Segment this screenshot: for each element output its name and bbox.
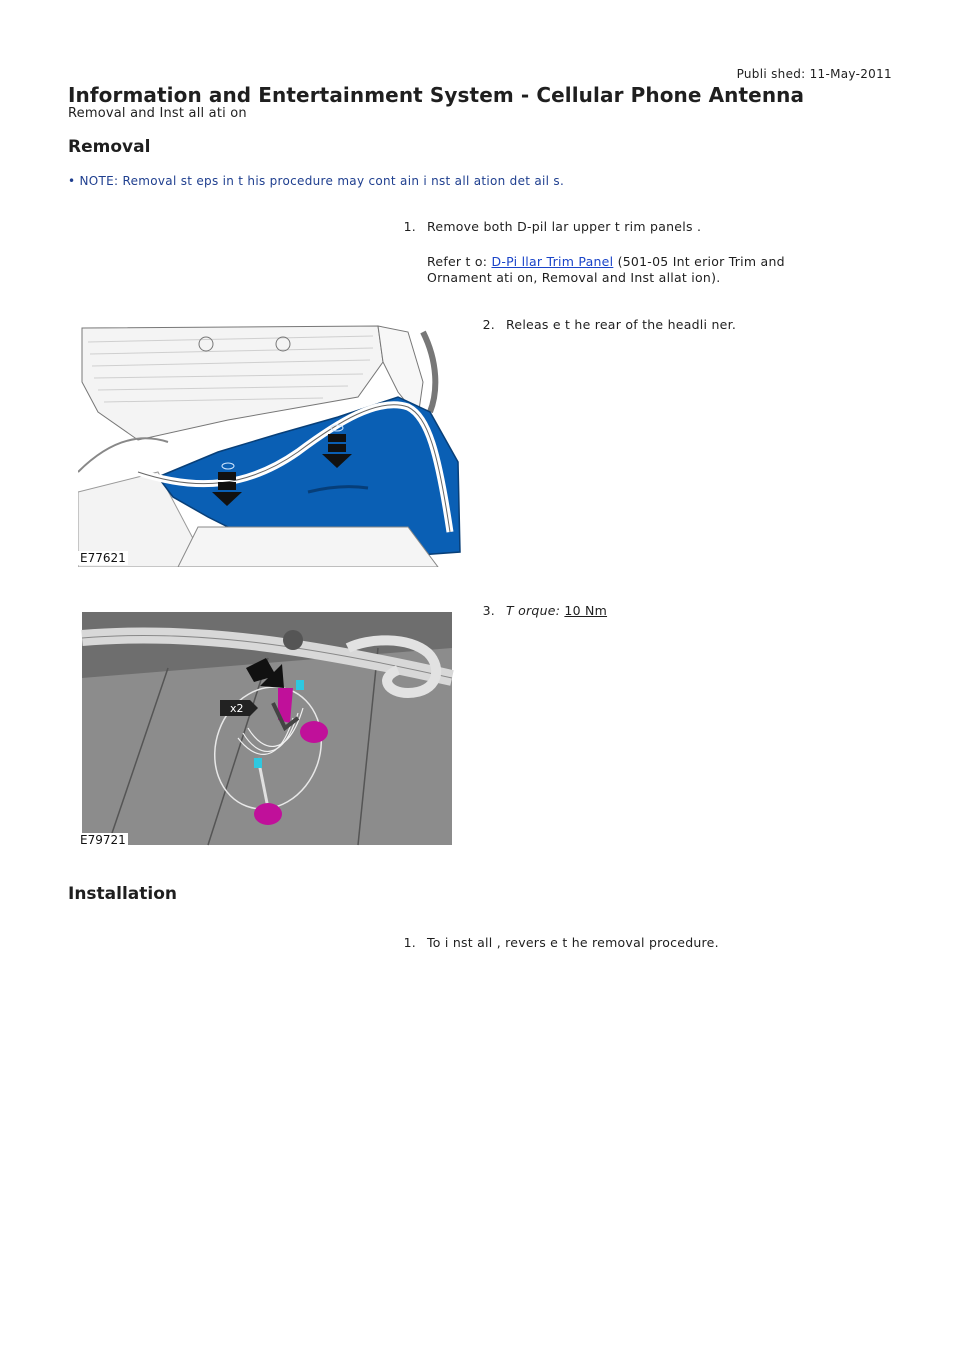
page-title: Information and Entertainment System - Cellular Phone Antenna	[68, 83, 805, 107]
step-reference	[427, 254, 785, 270]
reference-line-2: Ornament ati on, Removal and Inst allat ion).	[427, 270, 721, 285]
torque-value: 10 Nm	[564, 603, 608, 618]
step-number: 2.	[482, 317, 495, 332]
removal-note: • NOTE: Removal st eps in t his procedure may cont ain i nst all ation det ail s.	[68, 174, 565, 188]
antenna-clips-figure	[78, 608, 462, 849]
step-number: 1.	[403, 935, 416, 950]
step-text: Releas e t he rear of the headli ner.	[506, 317, 737, 332]
torque-label: T orque:	[506, 603, 561, 618]
figure-label: E77621	[80, 551, 126, 565]
installation-heading: Installation	[68, 884, 178, 904]
figure-label: E79721	[80, 833, 126, 847]
reference-prefix: Refer t o:	[427, 254, 492, 269]
removal-heading: Removal	[68, 137, 151, 157]
reference-suffix: (501-05 Int erior Trim and	[613, 254, 785, 269]
published-date: Publi shed: 11-May-2011	[736, 67, 892, 81]
antenna-illustration	[78, 608, 462, 849]
d-pillar-trim-panel-link[interactable]: D-Pi llar Trim Panel	[491, 254, 614, 269]
callout-text: x2	[230, 702, 244, 715]
headliner-illustration	[78, 322, 462, 567]
step-text: Remove both D-pil lar upper t rim panels .	[427, 219, 702, 234]
step-text: To i nst all , revers e t he removal procedure.	[427, 935, 719, 950]
step-number: 3.	[482, 603, 495, 618]
page-subtitle: Removal and Inst all ati on	[68, 106, 247, 121]
headliner-release-figure	[78, 322, 462, 567]
step-number: 1.	[403, 219, 416, 234]
torque-spec	[506, 603, 607, 619]
